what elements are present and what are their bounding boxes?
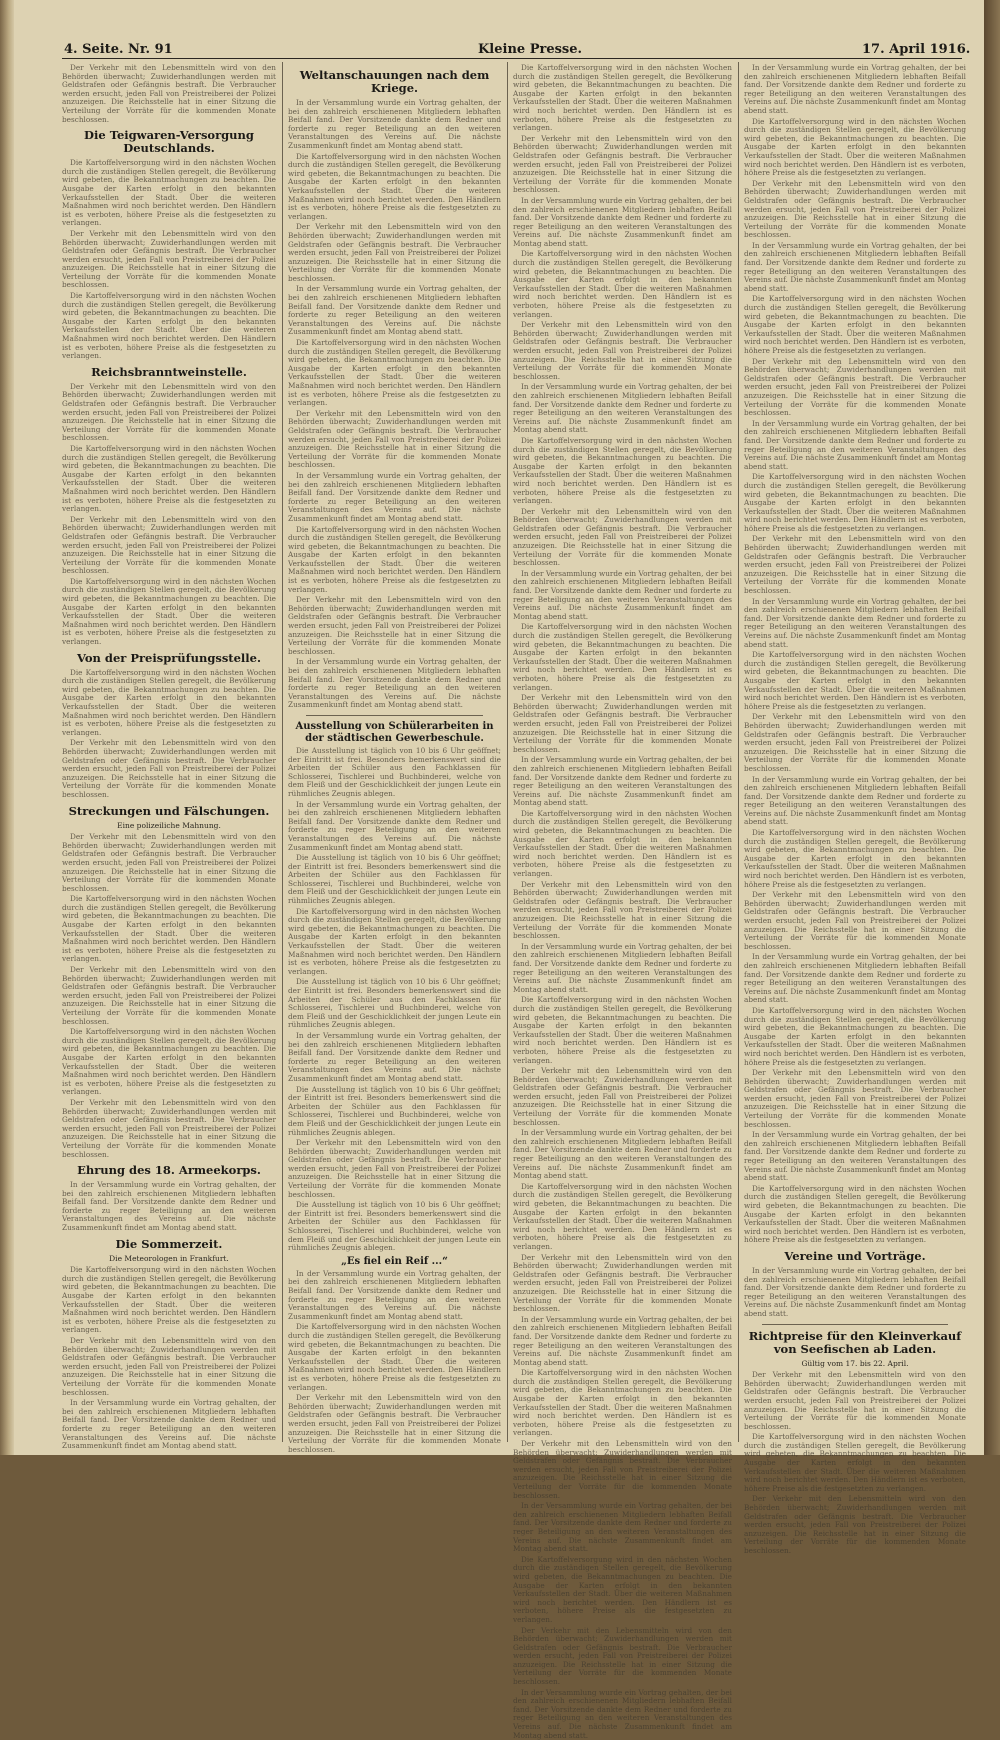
issue-date: 17. April 1916. (862, 42, 971, 57)
page-binding-gutter (0, 0, 14, 1455)
article-paragraph: Die Kartoffelversorgung wird in den nächsten Wochen durch die zuständigen Stellen geregelt, die Bevölkerung wird gebeten, die Bekanntmachungen zu beachten. Die Ausgabe der Karten erfolgt in den bekannten Verkaufsstellen der Stadt. Über die weiteren Maßnahmen wird noch berichtet werden. Den Händlern ist es verboten, höhere Preise als die festgesetzten zu verlangen. (513, 249, 732, 319)
article-paragraph: Die Kartoffelversorgung wird in den nächsten Wochen durch die zuständigen Stellen geregelt, die Bevölkerung wird gebeten, die Bekanntmachungen zu beachten. Die Ausgabe der Karten erfolgt in den bekannten Verkaufsstellen der Stadt. Über die weiteren Maßnahmen wird noch berichtet werden. Den Händlern ist es verboten, höhere Preise als die festgesetzten zu verlangen. (744, 1432, 966, 1493)
column-divider (738, 62, 739, 1442)
article-paragraph: In der Versammlung wurde ein Vortrag gehalten, der bei den zahlreich erschienenen Mitgliedern lebhaften Beifall fand. Der Vorsitzende dankte dem Redner und forderte zu reger Beteiligung an den weiteren Veranstaltungen des Vereins auf. Die nächste Zusammenkunft findet am Montag abend statt. (513, 755, 732, 808)
article-paragraph: Die Ausstellung ist täglich von 10 bis 6 Uhr geöffnet; der Eintritt ist frei. Besonders bemerkenswert sind die Arbeiten der Schüler aus den Fachklassen für Schlosserei, Tischlerei und Buchbinderei, welche von dem Fleiß und der Geschicklichkeit der jungen Leute ein rühmliches Zeugnis ablegen. (288, 977, 501, 1030)
page-number-label: 4. Seite. Nr. 91 (64, 42, 173, 57)
headline-teigwaren: Die Teigwaren-Versorgung Deutschlands. (84, 128, 254, 156)
article-paragraph: Die Kartoffelversorgung wird in den nächsten Wochen durch die zuständigen Stellen geregelt, die Bevölkerung wird gebeten, die Bekanntmachungen zu beachten. Die Ausgabe der Karten erfolgt in den bekannten Verkaufsstellen der Stadt. Über die weiteren Maßnahmen wird noch berichtet werden. Den Händlern ist es verboten, höhere Preise als die festgesetzten zu verlangen. (288, 524, 501, 594)
article-paragraph: Die Kartoffelversorgung wird in den nächsten Wochen durch die zuständigen Stellen geregelt, die Bevölkerung wird gebeten, die Bekanntmachungen zu beachten. Die Ausgabe der Karten erfolgt in den bekannten Verkaufsstellen der Stadt. Über die weiteren Maßnahmen wird noch berichtet werden. Den Händlern ist es verboten, höhere Preise als die festgesetzten zu verlangen. (288, 1322, 501, 1392)
headline-sommerzeit: Die Sommerzeit. (115, 1236, 223, 1251)
newspaper-name: Kleine Presse. (478, 42, 583, 57)
article-paragraph: Der Verkehr mit den Lebensmitteln wird von den Behörden überwacht; Zuwiderhandlungen werden mit Geldstrafen oder Gefängnis bestraft. Die Verbraucher werden ersucht, jeden Fall von Preistreiberei der Polizei anzuzeigen. Die Reichsstelle hat in einer Sitzung die Verteilung der Vorräte für die kommenden Monate beschlossen. (744, 1068, 966, 1129)
subheadline-streckungen: Eine polizeiliche Mahnung. (117, 820, 221, 830)
article-paragraph: Die Kartoffelversorgung wird in den nächsten Wochen durch die zuständigen Stellen geregelt, die Bevölkerung wird gebeten, die Bekanntmachungen zu beachten. Die Ausgabe der Karten erfolgt in den bekannten Verkaufsstellen der Stadt. Über die weiteren Maßnahmen wird noch berichtet werden. Den Händlern ist es verboten, höhere Preise als die festgesetzten zu verlangen. (744, 116, 966, 178)
article-paragraph: Der Verkehr mit den Lebensmitteln wird von den Behörden überwacht; Zuwiderhandlungen werden mit Geldstrafen oder Gefängnis bestraft. Die Verbraucher werden ersucht, jeden Fall von Preistreiberei der Polizei anzuzeigen. Die Reichsstelle hat in einer Sitzung die Verteilung der Vorräte für die kommenden Monate beschlossen. (62, 381, 276, 443)
column-3 (513, 63, 732, 1740)
article-paragraph: In der Versammlung wurde ein Vortrag gehalten, der bei den zahlreich erschienenen Mitgliedern lebhaften Beifall fand. Der Vorsitzende dankte dem Redner und forderte zu reger Beteiligung an den weiteren Veranstaltungen des Vereins auf. Die nächste Zusammenkunft findet am Montag abend statt. (744, 596, 966, 649)
article-paragraph: In der Versammlung wurde ein Vortrag gehalten, der bei den zahlreich erschienenen Mitgliedern lebhaften Beifall fand. Der Vorsitzende dankte dem Redner und forderte zu reger Beteiligung an den weiteren Veranstaltungen des Vereins auf. Die nächste Zusammenkunft findet am Montag abend statt. (744, 1265, 966, 1318)
article-paragraph: Die Kartoffelversorgung wird in den nächsten Wochen durch die zuständigen Stellen geregelt, die Bevölkerung wird gebeten, die Bekanntmachungen zu beachten. Die Ausgabe der Karten erfolgt in den bekannten Verkaufsstellen der Stadt. Über die weiteren Maßnahmen wird noch berichtet werden. Den Händlern ist es verboten, höhere Preise als die festgesetzten zu verlangen. (62, 576, 276, 647)
article-paragraph: Der Verkehr mit den Lebensmitteln wird von den Behörden überwacht; Zuwiderhandlungen werden mit Geldstrafen oder Gefängnis bestraft. Die Verbraucher werden ersucht, jeden Fall von Preistreiberei der Polizei anzuzeigen. Die Reichsstelle hat in einer Sitzung die Verteilung der Vorräte für die kommenden Monate beschlossen. (513, 1625, 732, 1687)
headline-ausstellung: Ausstellung von Schülerarbeiten in der städtischen Gewerbeschule. (295, 720, 494, 744)
header-rule (62, 58, 962, 59)
article-paragraph: Die Ausstellung ist täglich von 10 bis 6 Uhr geöffnet; der Eintritt ist frei. Besonders bemerkenswert sind die Arbeiten der Schüler aus den Fachklassen für Schlosserei, Tischlerei und Buchbinderei, welche von dem Fleiß und der Geschicklichkeit der jungen Leute ein rühmliches Zeugnis ablegen. (288, 1200, 501, 1253)
article-paragraph: In der Versammlung wurde ein Vortrag gehalten, der bei den zahlreich erschienenen Mitgliedern lebhaften Beifall fand. Der Vorsitzende dankte dem Redner und forderte zu reger Beteiligung an den weiteren Veranstaltungen des Vereins auf. Die nächste Zusammenkunft findet am Montag abend statt. (513, 1501, 732, 1554)
section-divider (306, 715, 483, 716)
subheadline-richtpreise: Gültig vom 17. bis 22. April. (801, 1358, 909, 1368)
article-paragraph: In der Versammlung wurde ein Vortrag gehalten, der bei den zahlreich erschienenen Mitgliedern lebhaften Beifall fand. Der Vorsitzende dankte dem Redner und forderte zu reger Beteiligung an den weiteren Veranstaltungen des Vereins auf. Die nächste Zusammenkunft findet am Montag abend statt. (288, 799, 501, 852)
article-paragraph: Der Verkehr mit den Lebensmitteln wird von den Behörden überwacht; Zuwiderhandlungen werden mit Geldstrafen oder Gefängnis bestraft. Die Verbraucher werden ersucht, jeden Fall von Preistreiberei der Polizei anzuzeigen. Die Reichsstelle hat in einer Sitzung die Verteilung der Vorräte für die kommenden Monate beschlossen. (62, 832, 276, 893)
article-paragraph: In der Versammlung wurde ein Vortrag gehalten, der bei den zahlreich erschienenen Mitgliedern lebhaften Beifall fand. Der Vorsitzende dankte dem Redner und forderte zu reger Beteiligung an den weiteren Veranstaltungen des Vereins auf. Die nächste Zusammenkunft findet am Montag abend statt. (744, 1130, 966, 1183)
article-paragraph: Die Kartoffelversorgung wird in den nächsten Wochen durch die zuständigen Stellen geregelt, die Bevölkerung wird gebeten, die Bekanntmachungen zu beachten. Die Ausgabe der Karten erfolgt in den bekannten Verkaufsstellen der Stadt. Über die weiteren Maßnahmen wird noch berichtet werden. Den Händlern ist es verboten, höhere Preise als die festgesetzten zu verlangen. (513, 808, 732, 879)
article-paragraph: Die Kartoffelversorgung wird in den nächsten Wochen durch die zuständigen Stellen geregelt, die Bevölkerung wird gebeten, die Bekanntmachungen zu beachten. Die Ausgabe der Karten erfolgt in den bekannten Verkaufsstellen der Stadt. Über die weiteren Maßnahmen wird noch berichtet werden. Den Händlern ist es verboten, höhere Preise als die festgesetzten zu verlangen. (744, 1183, 966, 1245)
column-divider (507, 62, 508, 1442)
article-paragraph: In der Versammlung wurde ein Vortrag gehalten, der bei den zahlreich erschienenen Mitgliedern lebhaften Beifall fand. Der Vorsitzende dankte dem Redner und forderte zu reger Beteiligung an den weiteren Veranstaltungen des Vereins auf. Die nächste Zusammenkunft findet am Montag abend statt. (288, 1030, 501, 1083)
article-paragraph: Der Verkehr mit den Lebensmitteln wird von den Behörden überwacht; Zuwiderhandlungen werden mit Geldstrafen oder Gefängnis bestraft. Die Verbraucher werden ersucht, jeden Fall von Preistreiberei der Polizei anzuzeigen. Die Reichsstelle hat in einer Sitzung die Verteilung der Vorräte für die kommenden Monate beschlossen. (513, 506, 732, 568)
article-paragraph: Die Kartoffelversorgung wird in den nächsten Wochen durch die zuständigen Stellen geregelt, die Bevölkerung wird gebeten, die Bekanntmachungen zu beachten. Die Ausgabe der Karten erfolgt in den bekannten Verkaufsstellen der Stadt. Über die weiteren Maßnahmen wird noch berichtet werden. Den Händlern ist es verboten, höhere Preise als die festgesetzten zu verlangen. (62, 291, 276, 361)
article-paragraph: Der Verkehr mit den Lebensmitteln wird von den Behörden überwacht; Zuwiderhandlungen werden mit Geldstrafen oder Gefängnis bestraft. Die Verbraucher werden ersucht, jeden Fall von Preistreiberei der Polizei anzuzeigen. Die Reichsstelle hat in einer Sitzung die Verteilung der Vorräte für die kommenden Monate beschlossen. (513, 693, 732, 754)
article-paragraph: In der Versammlung wurde ein Vortrag gehalten, der bei den zahlreich erschienenen Mitgliedern lebhaften Beifall fand. Der Vorsitzende dankte dem Redner und forderte zu reger Beteiligung an den weiteren Veranstaltungen des Vereins auf. Die nächste Zusammenkunft findet am Montag abend statt. (513, 382, 732, 435)
article-paragraph: In der Versammlung wurde ein Vortrag gehalten, der bei den zahlreich erschienenen Mitgliedern lebhaften Beifall fand. Der Vorsitzende dankte dem Redner und forderte zu reger Beteiligung an den weiteren Veranstaltungen des Vereins auf. Die nächste Zusammenkunft findet am Montag abend statt. (288, 98, 501, 150)
headline-es-fiel-ein-reif: „Es fiel ein Reif ...“ (341, 1255, 448, 1267)
article-paragraph: Der Verkehr mit den Lebensmitteln wird von den Behörden überwacht; Zuwiderhandlungen werden mit Geldstrafen oder Gefängnis bestraft. Die Verbraucher werden ersucht, jeden Fall von Preistreiberei der Polizei anzuzeigen. Die Reichsstelle hat in einer Sitzung die Verteilung der Vorräte für die kommenden Monate beschlossen. (513, 1066, 732, 1127)
subheadline-sommerzeit: Die Meteorologen in Frankfurt. (109, 1253, 229, 1263)
article-paragraph: Der Verkehr mit den Lebensmitteln wird von den Behörden überwacht; Zuwiderhandlungen werden mit Geldstrafen oder Gefängnis bestraft. Die Verbraucher werden ersucht, jeden Fall von Preistreiberei der Polizei anzuzeigen. Die Reichsstelle hat in einer Sitzung die Verteilung der Vorräte für die kommenden Monate beschlossen. (288, 408, 501, 470)
article-paragraph: Die Kartoffelversorgung wird in den nächsten Wochen durch die zuständigen Stellen geregelt, die Bevölkerung wird gebeten, die Bekanntmachungen zu beachten. Die Ausgabe der Karten erfolgt in den bekannten Verkaufsstellen der Stadt. Über die weiteren Maßnahmen wird noch berichtet werden. Den Händlern ist es verboten, höhere Preise als die festgesetzten zu verlangen. (513, 63, 732, 133)
section-divider (762, 1324, 948, 1325)
column-1 (62, 63, 276, 1451)
column-divider (282, 62, 283, 1442)
article-paragraph: In der Versammlung wurde ein Vortrag gehalten, der bei den zahlreich erschienenen Mitgliedern lebhaften Beifall fand. Der Vorsitzende dankte dem Redner und forderte zu reger Beteiligung an den weiteren Veranstaltungen des Vereins auf. Die nächste Zusammenkunft findet am Montag abend statt. (744, 952, 966, 1005)
headline-vereine: Vereine und Vorträge. (784, 1248, 926, 1263)
article-paragraph: Der Verkehr mit den Lebensmitteln wird von den Behörden überwacht; Zuwiderhandlungen werden mit Geldstrafen oder Gefängnis bestraft. Die Verbraucher werden ersucht, jeden Fall von Preistreiberei der Polizei anzuzeigen. Die Reichsstelle hat in einer Sitzung die Verteilung der Vorräte für die kommenden Monate beschlossen. (288, 222, 501, 283)
article-paragraph: In der Versammlung wurde ein Vortrag gehalten, der bei den zahlreich erschienenen Mitgliedern lebhaften Beifall fand. Der Vorsitzende dankte dem Redner und forderte zu reger Beteiligung an den weiteren Veranstaltungen des Vereins auf. Die nächste Zusammenkunft findet am Montag abend statt. (288, 470, 501, 523)
article-paragraph: Der Verkehr mit den Lebensmitteln wird von den Behörden überwacht; Zuwiderhandlungen werden mit Geldstrafen oder Gefängnis bestraft. Die Verbraucher werden ersucht, jeden Fall von Preistreiberei der Polizei anzuzeigen. Die Reichsstelle hat in einer Sitzung die Verteilung der Vorräte für die kommenden Monate beschlossen. (744, 1494, 966, 1555)
article-paragraph: In der Versammlung wurde ein Vortrag gehalten, der bei den zahlreich erschienenen Mitgliedern lebhaften Beifall fand. Der Vorsitzende dankte dem Redner und forderte zu reger Beteiligung an den weiteren Veranstaltungen des Vereins auf. Die nächste Zusammenkunft findet am Montag abend statt. (513, 941, 732, 994)
column-2 (288, 64, 501, 1454)
article-paragraph: Der Verkehr mit den Lebensmitteln wird von den Behörden überwacht; Zuwiderhandlungen werden mit Geldstrafen oder Gefängnis bestraft. Die Verbraucher werden ersucht, jeden Fall von Preistreiberei der Polizei anzuzeigen. Die Reichsstelle hat in einer Sitzung die Verteilung der Vorräte für die kommenden Monate beschlossen. (62, 514, 276, 576)
article-paragraph: Die Kartoffelversorgung wird in den nächsten Wochen durch die zuständigen Stellen geregelt, die Bevölkerung wird gebeten, die Bekanntmachungen zu beachten. Die Ausgabe der Karten erfolgt in den bekannten Verkaufsstellen der Stadt. Über die weiteren Maßnahmen wird noch berichtet werden. Den Händlern ist es verboten, höhere Preise als die festgesetzten zu verlangen. (744, 828, 966, 889)
headline-ehrung: Ehrung des 18. Armeekorps. (77, 1163, 261, 1178)
article-paragraph: In der Versammlung wurde ein Vortrag gehalten, der bei den zahlreich erschienenen Mitgliedern lebhaften Beifall fand. Der Vorsitzende dankte dem Redner und forderte zu reger Beteiligung an den weiteren Veranstaltungen des Vereins auf. Die nächste Zusammenkunft findet am Montag abend statt. (288, 1268, 501, 1321)
article-paragraph: In der Versammlung wurde ein Vortrag gehalten, der bei den zahlreich erschienenen Mitgliedern lebhaften Beifall fand. Der Vorsitzende dankte dem Redner und forderte zu reger Beteiligung an den weiteren Veranstaltungen des Vereins auf. Die nächste Zusammenkunft findet am Montag abend statt. (288, 657, 501, 710)
article-paragraph: Die Kartoffelversorgung wird in den nächsten Wochen durch die zuständigen Stellen geregelt, die Bevölkerung wird gebeten, die Bekanntmachungen zu beachten. Die Ausgabe der Karten erfolgt in den bekannten Verkaufsstellen der Stadt. Über die weiteren Maßnahmen wird noch berichtet werden. Den Händlern ist es verboten, höhere Preise als die festgesetzten zu verlangen. (513, 622, 732, 692)
article-paragraph: Die Kartoffelversorgung wird in den nächsten Wochen durch die zuständigen Stellen geregelt, die Bevölkerung wird gebeten, die Bekanntmachungen zu beachten. Die Ausgabe der Karten erfolgt in den bekannten Verkaufsstellen der Stadt. Über die weiteren Maßnahmen wird noch berichtet werden. Den Händlern ist es verboten, höhere Preise als die festgesetzten zu verlangen. (62, 158, 276, 228)
article-paragraph: Die Kartoffelversorgung wird in den nächsten Wochen durch die zuständigen Stellen geregelt, die Bevölkerung wird gebeten, die Bekanntmachungen zu beachten. Die Ausgabe der Karten erfolgt in den bekannten Verkaufsstellen der Stadt. Über die weiteren Maßnahmen wird noch berichtet werden. Den Händlern ist es verboten, höhere Preise als die festgesetzten zu verlangen. (288, 906, 501, 976)
page-edge-shadow (984, 0, 1000, 1455)
article-paragraph: Die Kartoffelversorgung wird in den nächsten Wochen durch die zuständigen Stellen geregelt, die Bevölkerung wird gebeten, die Bekanntmachungen zu beachten. Die Ausgabe der Karten erfolgt in den bekannten Verkaufsstellen der Stadt. Über die weiteren Maßnahmen wird noch berichtet werden. Den Händlern ist es verboten, höhere Preise als die festgesetzten zu verlangen. (62, 667, 276, 737)
article-paragraph: In der Versammlung wurde ein Vortrag gehalten, der bei den zahlreich erschienenen Mitgliedern lebhaften Beifall fand. Der Vorsitzende dankte dem Redner und forderte zu reger Beteiligung an den weiteren Veranstaltungen des Vereins auf. Die nächste Zusammenkunft findet am Montag abend statt. (513, 195, 732, 248)
article-paragraph: Der Verkehr mit den Lebensmitteln wird von den Behörden überwacht; Zuwiderhandlungen werden mit Geldstrafen oder Gefängnis bestraft. Die Verbraucher werden ersucht, jeden Fall von Preistreiberei der Polizei anzuzeigen. Die Reichsstelle hat in einer Sitzung die Verteilung der Vorräte für die kommenden Monate beschlossen. (62, 228, 276, 290)
article-paragraph: Der Verkehr mit den Lebensmitteln wird von den Behörden überwacht; Zuwiderhandlungen werden mit Geldstrafen oder Gefängnis bestraft. Die Verbraucher werden ersucht, jeden Fall von Preistreiberei der Polizei anzuzeigen. Die Reichsstelle hat in einer Sitzung die Verteilung der Vorräte für die kommenden Monate beschlossen. (513, 1252, 732, 1314)
article-paragraph: Der Verkehr mit den Lebensmitteln wird von den Behörden überwacht; Zuwiderhandlungen werden mit Geldstrafen oder Gefängnis bestraft. Die Verbraucher werden ersucht, jeden Fall von Preistreiberei der Polizei anzuzeigen. Die Reichsstelle hat in einer Sitzung die Verteilung der Vorräte für die kommenden Monate beschlossen. (288, 1138, 501, 1199)
article-paragraph: Der Verkehr mit den Lebensmitteln wird von den Behörden überwacht; Zuwiderhandlungen werden mit Geldstrafen oder Gefängnis bestraft. Die Verbraucher werden ersucht, jeden Fall von Preistreiberei der Polizei anzuzeigen. Die Reichsstelle hat in einer Sitzung die Verteilung der Vorräte für die kommenden Monate beschlossen. (62, 738, 276, 799)
article-paragraph: Die Kartoffelversorgung wird in den nächsten Wochen durch die zuständigen Stellen geregelt, die Bevölkerung wird gebeten, die Bekanntmachungen zu beachten. Die Ausgabe der Karten erfolgt in den bekannten Verkaufsstellen der Stadt. Über die weiteren Maßnahmen wird noch berichtet werden. Den Händlern ist es verboten, höhere Preise als die festgesetzten zu verlangen. (62, 443, 276, 514)
article-paragraph: Die Ausstellung ist täglich von 10 bis 6 Uhr geöffnet; der Eintritt ist frei. Besonders bemerkenswert sind die Arbeiten der Schüler aus den Fachklassen für Schlosserei, Tischlerei und Buchbinderei, welche von dem Fleiß und der Geschicklichkeit der jungen Leute ein rühmliches Zeugnis ablegen. (288, 853, 501, 906)
article-paragraph: In der Versammlung wurde ein Vortrag gehalten, der bei den zahlreich erschienenen Mitgliedern lebhaften Beifall fand. Der Vorsitzende dankte dem Redner und forderte zu reger Beteiligung an den weiteren Veranstaltungen des Vereins auf. Die nächste Zusammenkunft findet am Montag abend statt. (288, 284, 501, 337)
article-paragraph: Der Verkehr mit den Lebensmitteln wird von den Behörden überwacht; Zuwiderhandlungen werden mit Geldstrafen oder Gefängnis bestraft. Die Verbraucher werden ersucht, jeden Fall von Preistreiberei der Polizei anzuzeigen. Die Reichsstelle hat in einer Sitzung die Verteilung der Vorräte für die kommenden Monate beschlossen. (288, 1393, 501, 1454)
headline-preispruefung: Von der Preisprüfungsstelle. (77, 650, 261, 665)
article-paragraph: Die Kartoffelversorgung wird in den nächsten Wochen durch die zuständigen Stellen geregelt, die Bevölkerung wird gebeten, die Bekanntmachungen zu beachten. Die Ausgabe der Karten erfolgt in den bekannten Verkaufsstellen der Stadt. Über die weiteren Maßnahmen wird noch berichtet werden. Den Händlern ist es verboten, höhere Preise als die festgesetzten zu verlangen. (513, 1554, 732, 1624)
article-paragraph: Die Kartoffelversorgung wird in den nächsten Wochen durch die zuständigen Stellen geregelt, die Bevölkerung wird gebeten, die Bekanntmachungen zu beachten. Die Ausgabe der Karten erfolgt in den bekannten Verkaufsstellen der Stadt. Über die weiteren Maßnahmen wird noch berichtet werden. Den Händlern ist es verboten, höhere Preise als die festgesetzten zu verlangen. (62, 1027, 276, 1097)
article-paragraph: Die Kartoffelversorgung wird in den nächsten Wochen durch die zuständigen Stellen geregelt, die Bevölkerung wird gebeten, die Bekanntmachungen zu beachten. Die Ausgabe der Karten erfolgt in den bekannten Verkaufsstellen der Stadt. Über die weiteren Maßnahmen wird noch berichtet werden. Den Händlern ist es verboten, höhere Preise als die festgesetzten zu verlangen. (744, 1005, 966, 1067)
article-paragraph: In der Versammlung wurde ein Vortrag gehalten, der bei den zahlreich erschienenen Mitgliedern lebhaften Beifall fand. Der Vorsitzende dankte dem Redner und forderte zu reger Beteiligung an den weiteren Veranstaltungen des Vereins auf. Die nächste Zusammenkunft findet am Montag abend statt. (744, 63, 966, 115)
article-paragraph: In der Versammlung wurde ein Vortrag gehalten, der bei den zahlreich erschienenen Mitgliedern lebhaften Beifall fand. Der Vorsitzende dankte dem Redner und forderte zu reger Beteiligung an den weiteren Veranstaltungen des Vereins auf. Die nächste Zusammenkunft findet am Montag abend statt. (513, 1687, 732, 1740)
headline-branntwein: Reichsbranntweinstelle. (91, 364, 247, 379)
article-paragraph: Der Verkehr mit den Lebensmitteln wird von den Behörden überwacht; Zuwiderhandlungen werden mit Geldstrafen oder Gefängnis bestraft. Die Verbraucher werden ersucht, jeden Fall von Preistreiberei der Polizei anzuzeigen. Die Reichsstelle hat in einer Sitzung die Verteilung der Vorräte für die kommenden Monate beschlossen. (513, 133, 732, 195)
article-paragraph: Der Verkehr mit den Lebensmitteln wird von den Behörden überwacht; Zuwiderhandlungen werden mit Geldstrafen oder Gefängnis bestraft. Die Verbraucher werden ersucht, jeden Fall von Preistreiberei der Polizei anzuzeigen. Die Reichsstelle hat in einer Sitzung die Verteilung der Vorräte für die kommenden Monate beschlossen. (62, 1336, 276, 1397)
article-paragraph: Der Verkehr mit den Lebensmitteln wird von den Behörden überwacht; Zuwiderhandlungen werden mit Geldstrafen oder Gefängnis bestraft. Die Verbraucher werden ersucht, jeden Fall von Preistreiberei der Polizei anzuzeigen. Die Reichsstelle hat in einer Sitzung die Verteilung der Vorräte für die kommenden Monate beschlossen. (513, 879, 732, 941)
article-paragraph: Die Kartoffelversorgung wird in den nächsten Wochen durch die zuständigen Stellen geregelt, die Bevölkerung wird gebeten, die Bekanntmachungen zu beachten. Die Ausgabe der Karten erfolgt in den bekannten Verkaufsstellen der Stadt. Über die weiteren Maßnahmen wird noch berichtet werden. Den Händlern ist es verboten, höhere Preise als die festgesetzten zu verlangen. (288, 338, 501, 408)
article-paragraph: In der Versammlung wurde ein Vortrag gehalten, der bei den zahlreich erschienenen Mitgliedern lebhaften Beifall fand. Der Vorsitzende dankte dem Redner und forderte zu reger Beteiligung an den weiteren Veranstaltungen des Vereins auf. Die nächste Zusammenkunft findet am Montag abend statt. (744, 774, 966, 827)
article-paragraph: In der Versammlung wurde ein Vortrag gehalten, der bei den zahlreich erschienenen Mitgliedern lebhaften Beifall fand. Der Vorsitzende dankte dem Redner und forderte zu reger Beteiligung an den weiteren Veranstaltungen des Vereins auf. Die nächste Zusammenkunft findet am Montag abend statt. (744, 240, 966, 293)
article-paragraph: Die Ausstellung ist täglich von 10 bis 6 Uhr geöffnet; der Eintritt ist frei. Besonders bemerkenswert sind die Arbeiten der Schüler aus den Fachklassen für Schlosserei, Tischlerei und Buchbinderei, welche von dem Fleiß und der Geschicklichkeit der jungen Leute ein rühmliches Zeugnis ablegen. (288, 745, 501, 798)
article-paragraph: In der Versammlung wurde ein Vortrag gehalten, der bei den zahlreich erschienenen Mitgliedern lebhaften Beifall fand. Der Vorsitzende dankte dem Redner und forderte zu reger Beteiligung an den weiteren Veranstaltungen des Vereins auf. Die nächste Zusammenkunft findet am Montag abend statt. (62, 1180, 276, 1233)
article-paragraph: Die Kartoffelversorgung wird in den nächsten Wochen durch die zuständigen Stellen geregelt, die Bevölkerung wird gebeten, die Bekanntmachungen zu beachten. Die Ausgabe der Karten erfolgt in den bekannten Verkaufsstellen der Stadt. Über die weiteren Maßnahmen wird noch berichtet werden. Den Händlern ist es verboten, höhere Preise als die festgesetzten zu verlangen. (513, 995, 732, 1065)
article-paragraph: In der Versammlung wurde ein Vortrag gehalten, der bei den zahlreich erschienenen Mitgliedern lebhaften Beifall fand. Der Vorsitzende dankte dem Redner und forderte zu reger Beteiligung an den weiteren Veranstaltungen des Vereins auf. Die nächste Zusammenkunft findet am Montag abend statt. (513, 1128, 732, 1181)
article-paragraph: Der Verkehr mit den Lebensmitteln wird von den Behörden überwacht; Zuwiderhandlungen werden mit Geldstrafen oder Gefängnis bestraft. Die Verbraucher werden ersucht, jeden Fall von Preistreiberei der Polizei anzuzeigen. Die Reichsstelle hat in einer Sitzung die Verteilung der Vorräte für die kommenden Monate beschlossen. (744, 534, 966, 596)
article-paragraph: In der Versammlung wurde ein Vortrag gehalten, der bei den zahlreich erschienenen Mitgliedern lebhaften Beifall fand. Der Vorsitzende dankte dem Redner und forderte zu reger Beteiligung an den weiteren Veranstaltungen des Vereins auf. Die nächste Zusammenkunft findet am Montag abend statt. (513, 1314, 732, 1367)
article-paragraph: In der Versammlung wurde ein Vortrag gehalten, der bei den zahlreich erschienenen Mitgliedern lebhaften Beifall fand. Der Vorsitzende dankte dem Redner und forderte zu reger Beteiligung an den weiteren Veranstaltungen des Vereins auf. Die nächste Zusammenkunft findet am Montag abend statt. (744, 418, 966, 471)
article-paragraph: Der Verkehr mit den Lebensmitteln wird von den Behörden überwacht; Zuwiderhandlungen werden mit Geldstrafen oder Gefängnis bestraft. Die Verbraucher werden ersucht, jeden Fall von Preistreiberei der Polizei anzuzeigen. Die Reichsstelle hat in einer Sitzung die Verteilung der Vorräte für die kommenden Monate beschlossen. (62, 63, 276, 124)
column-4 (744, 63, 966, 1555)
article-paragraph: Die Kartoffelversorgung wird in den nächsten Wochen durch die zuständigen Stellen geregelt, die Bevölkerung wird gebeten, die Bekanntmachungen zu beachten. Die Ausgabe der Karten erfolgt in den bekannten Verkaufsstellen der Stadt. Über die weiteren Maßnahmen wird noch berichtet werden. Den Händlern ist es verboten, höhere Preise als die festgesetzten zu verlangen. (744, 650, 966, 711)
article-paragraph: Die Kartoffelversorgung wird in den nächsten Wochen durch die zuständigen Stellen geregelt, die Bevölkerung wird gebeten, die Bekanntmachungen zu beachten. Die Ausgabe der Karten erfolgt in den bekannten Verkaufsstellen der Stadt. Über die weiteren Maßnahmen wird noch berichtet werden. Den Händlern ist es verboten, höhere Preise als die festgesetzten zu verlangen. (744, 472, 966, 533)
article-paragraph: Die Kartoffelversorgung wird in den nächsten Wochen durch die zuständigen Stellen geregelt, die Bevölkerung wird gebeten, die Bekanntmachungen zu beachten. Die Ausgabe der Karten erfolgt in den bekannten Verkaufsstellen der Stadt. Über die weiteren Maßnahmen wird noch berichtet werden. Den Händlern ist es verboten, höhere Preise als die festgesetzten zu verlangen. (513, 1181, 732, 1251)
article-paragraph: Der Verkehr mit den Lebensmitteln wird von den Behörden überwacht; Zuwiderhandlungen werden mit Geldstrafen oder Gefängnis bestraft. Die Verbraucher werden ersucht, jeden Fall von Preistreiberei der Polizei anzuzeigen. Die Reichsstelle hat in einer Sitzung die Verteilung der Vorräte für die kommenden Monate beschlossen. (288, 595, 501, 656)
article-paragraph: Der Verkehr mit den Lebensmitteln wird von den Behörden überwacht; Zuwiderhandlungen werden mit Geldstrafen oder Gefängnis bestraft. Die Verbraucher werden ersucht, jeden Fall von Preistreiberei der Polizei anzuzeigen. Die Reichsstelle hat in einer Sitzung die Verteilung der Vorräte für die kommenden Monate beschlossen. (744, 1370, 966, 1431)
article-paragraph: In der Versammlung wurde ein Vortrag gehalten, der bei den zahlreich erschienenen Mitgliedern lebhaften Beifall fand. Der Vorsitzende dankte dem Redner und forderte zu reger Beteiligung an den weiteren Veranstaltungen des Vereins auf. Die nächste Zusammenkunft findet am Montag abend statt. (513, 568, 732, 621)
article-paragraph: Die Kartoffelversorgung wird in den nächsten Wochen durch die zuständigen Stellen geregelt, die Bevölkerung wird gebeten, die Bekanntmachungen zu beachten. Die Ausgabe der Karten erfolgt in den bekannten Verkaufsstellen der Stadt. Über die weiteren Maßnahmen wird noch berichtet werden. Den Händlern ist es verboten, höhere Preise als die festgesetzten zu verlangen. (513, 435, 732, 506)
headline-richtpreise: Richtpreise für den Kleinverkauf von Seefischen ab Laden. (748, 1328, 962, 1356)
article-paragraph: Die Kartoffelversorgung wird in den nächsten Wochen durch die zuständigen Stellen geregelt, die Bevölkerung wird gebeten, die Bekanntmachungen zu beachten. Die Ausgabe der Karten erfolgt in den bekannten Verkaufsstellen der Stadt. Über die weiteren Maßnahmen wird noch berichtet werden. Den Händlern ist es verboten, höhere Preise als die festgesetzten zu verlangen. (513, 1368, 732, 1438)
article-paragraph: Der Verkehr mit den Lebensmitteln wird von den Behörden überwacht; Zuwiderhandlungen werden mit Geldstrafen oder Gefängnis bestraft. Die Verbraucher werden ersucht, jeden Fall von Preistreiberei der Polizei anzuzeigen. Die Reichsstelle hat in einer Sitzung die Verteilung der Vorräte für die kommenden Monate beschlossen. (62, 965, 276, 1026)
article-paragraph: Die Kartoffelversorgung wird in den nächsten Wochen durch die zuständigen Stellen geregelt, die Bevölkerung wird gebeten, die Bekanntmachungen zu beachten. Die Ausgabe der Karten erfolgt in den bekannten Verkaufsstellen der Stadt. Über die weiteren Maßnahmen wird noch berichtet werden. Den Händlern ist es verboten, höhere Preise als die festgesetzten zu verlangen. (62, 1265, 276, 1335)
article-paragraph: Der Verkehr mit den Lebensmitteln wird von den Behörden überwacht; Zuwiderhandlungen werden mit Geldstrafen oder Gefängnis bestraft. Die Verbraucher werden ersucht, jeden Fall von Preistreiberei der Polizei anzuzeigen. Die Reichsstelle hat in einer Sitzung die Verteilung der Vorräte für die kommenden Monate beschlossen. (744, 712, 966, 773)
article-paragraph: In der Versammlung wurde ein Vortrag gehalten, der bei den zahlreich erschienenen Mitgliedern lebhaften Beifall fand. Der Vorsitzende dankte dem Redner und forderte zu reger Beteiligung an den weiteren Veranstaltungen des Vereins auf. Die nächste Zusammenkunft findet am Montag abend statt. (62, 1398, 276, 1451)
article-paragraph: Der Verkehr mit den Lebensmitteln wird von den Behörden überwacht; Zuwiderhandlungen werden mit Geldstrafen oder Gefängnis bestraft. Die Verbraucher werden ersucht, jeden Fall von Preistreiberei der Polizei anzuzeigen. Die Reichsstelle hat in einer Sitzung die Verteilung der Vorräte für die kommenden Monate beschlossen. (513, 1439, 732, 1500)
article-paragraph: Der Verkehr mit den Lebensmitteln wird von den Behörden überwacht; Zuwiderhandlungen werden mit Geldstrafen oder Gefängnis bestraft. Die Verbraucher werden ersucht, jeden Fall von Preistreiberei der Polizei anzuzeigen. Die Reichsstelle hat in einer Sitzung die Verteilung der Vorräte für die kommenden Monate beschlossen. (513, 320, 732, 381)
article-paragraph: Die Ausstellung ist täglich von 10 bis 6 Uhr geöffnet; der Eintritt ist frei. Besonders bemerkenswert sind die Arbeiten der Schüler aus den Fachklassen für Schlosserei, Tischlerei und Buchbinderei, welche von dem Fleiß und der Geschicklichkeit der jungen Leute ein rühmliches Zeugnis ablegen. (288, 1084, 501, 1137)
article-paragraph: Die Kartoffelversorgung wird in den nächsten Wochen durch die zuständigen Stellen geregelt, die Bevölkerung wird gebeten, die Bekanntmachungen zu beachten. Die Ausgabe der Karten erfolgt in den bekannten Verkaufsstellen der Stadt. Über die weiteren Maßnahmen wird noch berichtet werden. Den Händlern ist es verboten, höhere Preise als die festgesetzten zu verlangen. (288, 151, 501, 221)
article-paragraph: Der Verkehr mit den Lebensmitteln wird von den Behörden überwacht; Zuwiderhandlungen werden mit Geldstrafen oder Gefängnis bestraft. Die Verbraucher werden ersucht, jeden Fall von Preistreiberei der Polizei anzuzeigen. Die Reichsstelle hat in einer Sitzung die Verteilung der Vorräte für die kommenden Monate beschlossen. (744, 890, 966, 951)
article-paragraph: Die Kartoffelversorgung wird in den nächsten Wochen durch die zuständigen Stellen geregelt, die Bevölkerung wird gebeten, die Bekanntmachungen zu beachten. Die Ausgabe der Karten erfolgt in den bekannten Verkaufsstellen der Stadt. Über die weiteren Maßnahmen wird noch berichtet werden. Den Händlern ist es verboten, höhere Preise als die festgesetzten zu verlangen. (62, 894, 276, 964)
headline-weltanschauungen: Weltanschauungen nach dem Kriege. (299, 68, 490, 95)
article-paragraph: Der Verkehr mit den Lebensmitteln wird von den Behörden überwacht; Zuwiderhandlungen werden mit Geldstrafen oder Gefängnis bestraft. Die Verbraucher werden ersucht, jeden Fall von Preistreiberei der Polizei anzuzeigen. Die Reichsstelle hat in einer Sitzung die Verteilung der Vorräte für die kommenden Monate beschlossen. (744, 356, 966, 418)
article-paragraph: Die Kartoffelversorgung wird in den nächsten Wochen durch die zuständigen Stellen geregelt, die Bevölkerung wird gebeten, die Bekanntmachungen zu beachten. Die Ausgabe der Karten erfolgt in den bekannten Verkaufsstellen der Stadt. Über die weiteren Maßnahmen wird noch berichtet werden. Den Händlern ist es verboten, höhere Preise als die festgesetzten zu verlangen. (744, 294, 966, 355)
article-paragraph: Der Verkehr mit den Lebensmitteln wird von den Behörden überwacht; Zuwiderhandlungen werden mit Geldstrafen oder Gefängnis bestraft. Die Verbraucher werden ersucht, jeden Fall von Preistreiberei der Polizei anzuzeigen. Die Reichsstelle hat in einer Sitzung die Verteilung der Vorräte für die kommenden Monate beschlossen. (744, 178, 966, 240)
headline-streckungen: Streckungen und Fälschungen. (68, 803, 270, 818)
article-paragraph: Der Verkehr mit den Lebensmitteln wird von den Behörden überwacht; Zuwiderhandlungen werden mit Geldstrafen oder Gefängnis bestraft. Die Verbraucher werden ersucht, jeden Fall von Preistreiberei der Polizei anzuzeigen. Die Reichsstelle hat in einer Sitzung die Verteilung der Vorräte für die kommenden Monate beschlossen. (62, 1097, 276, 1159)
